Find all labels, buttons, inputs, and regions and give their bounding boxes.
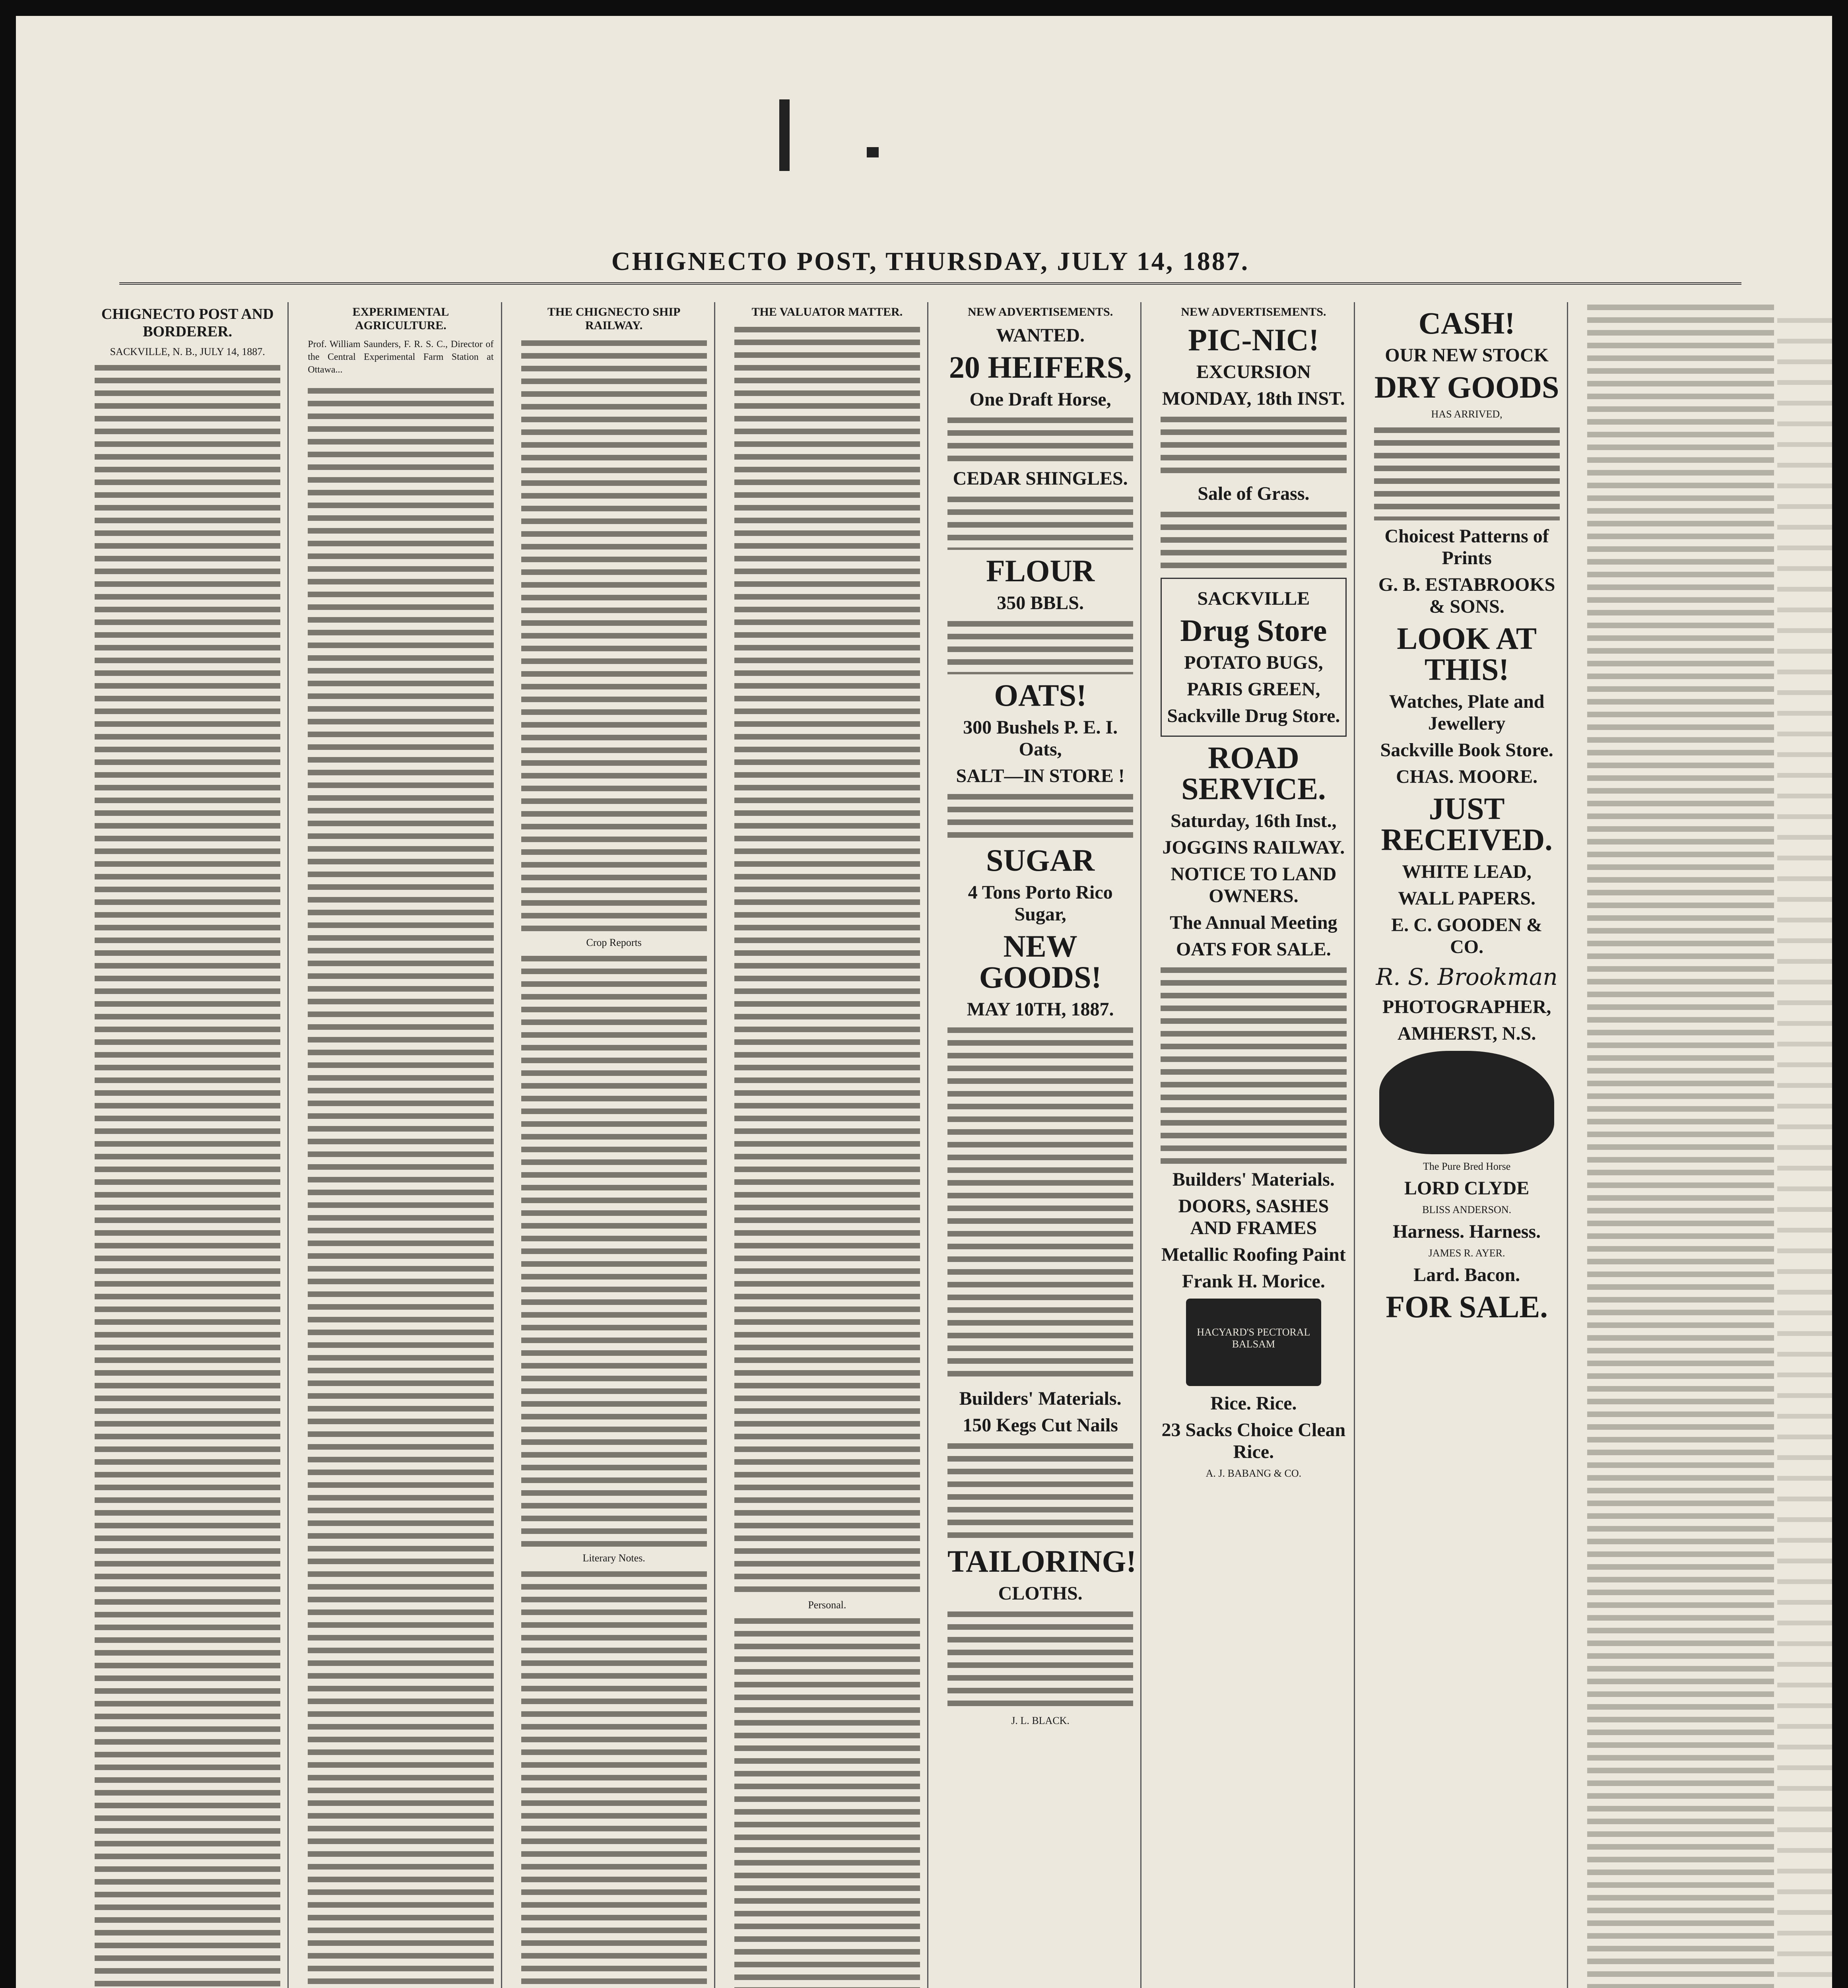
column-heading: EXPERIMENTAL AGRICULTURE. <box>352 305 449 332</box>
ad-heading: WANTED. <box>996 325 1085 346</box>
registration-mark <box>779 99 790 171</box>
newspaper-page <box>16 16 1832 1988</box>
ad-heading: AMHERST, N.S. <box>1397 1023 1536 1044</box>
balsam-illustration <box>1186 1299 1321 1386</box>
ad-text <box>947 1025 1133 1383</box>
column-heading: NEW ADVERTISEMENTS. <box>968 305 1113 318</box>
ad-heading: Frank H. Morice. <box>1182 1271 1325 1292</box>
ad-heading: CLOTHS. <box>998 1583 1083 1604</box>
ad-text <box>947 1609 1133 1712</box>
ad-heading: NOTICE TO LAND OWNERS. <box>1171 864 1337 907</box>
ad-heading: WHITE LEAD, <box>1402 861 1532 882</box>
column-2 <box>301 302 502 1988</box>
column-1 <box>87 302 289 1988</box>
article-text <box>521 338 707 934</box>
advertiser-signature: J. L. BLACK. <box>1011 1715 1070 1726</box>
ad-heading: 4 Tons Porto Rico Sugar, <box>968 882 1113 925</box>
ad-heading: Drug Store <box>1180 613 1327 648</box>
column-7 <box>1367 302 1568 1988</box>
ad-heading: 23 Sacks Choice Clean Rice. <box>1161 1419 1346 1462</box>
ad-text <box>1161 509 1346 573</box>
section-heading: Crop Reports <box>586 937 642 948</box>
ad-heading: HACYARD'S PECTORAL BALSAM <box>1197 1326 1310 1350</box>
ad-text <box>947 494 1133 550</box>
ad-heading: Saturday, 16th Inst., <box>1171 810 1337 831</box>
ad-heading: 350 BBLS. <box>997 592 1084 613</box>
ad-heading: G. B. ESTABROOKS & SONS. <box>1378 574 1555 617</box>
page-title: CHIGNECTO POST, THURSDAY, JULY 14, 1887. <box>611 247 1250 276</box>
ad-heading: Builders' Materials. <box>1172 1169 1335 1190</box>
column-heading: NEW ADVERTISEMENTS. <box>1181 305 1326 318</box>
ad-heading: DOORS, SASHES AND FRAMES <box>1178 1196 1329 1239</box>
ad-heading: Choicest Patterns of Prints <box>1384 526 1549 569</box>
ad-heading: Harness. Harness. <box>1393 1221 1541 1242</box>
column-5 <box>940 302 1141 1988</box>
horse-illustration <box>1379 1051 1554 1154</box>
column-heading: THE CHIGNECTO SHIP RAILWAY. <box>547 305 681 332</box>
ad-heading: MONDAY, 18th INST. <box>1162 388 1345 409</box>
article-text <box>521 1569 707 1988</box>
ad-heading: 150 Kegs Cut Nails <box>963 1415 1118 1436</box>
ad-heading: FOR SALE. <box>1386 1289 1548 1324</box>
ad-heading: E. C. GOODEN & CO. <box>1391 914 1543 957</box>
advertiser-signature: JAMES R. AYER. <box>1428 1247 1505 1259</box>
advertiser-signature: BLISS ANDERSON. <box>1422 1204 1512 1215</box>
ad-heading: FLOUR <box>986 553 1095 588</box>
article-text <box>734 324 920 1597</box>
ad-heading: SALT—IN STORE ! <box>956 765 1125 786</box>
article-intro: Prof. William Saunders, F. R. S. C., Director of the Central Experimental Farm Station at Ottawa... <box>308 339 494 375</box>
ad-heading: NEW GOODS! <box>979 929 1102 994</box>
ad-heading: PHOTOGRAPHER, <box>1382 996 1551 1017</box>
column-3 <box>514 302 715 1988</box>
article-text <box>521 953 707 1550</box>
ad-heading: The Annual Meeting <box>1170 912 1337 933</box>
article-text <box>308 386 493 1988</box>
ad-subheading: The Pure Bred Horse <box>1423 1161 1511 1172</box>
cutoff-text <box>1587 302 1774 1988</box>
ad-text <box>947 792 1133 839</box>
ad-heading: Builders' Materials. <box>959 1388 1122 1409</box>
ad-heading: Sackville Book Store. <box>1380 740 1553 761</box>
ad-heading: OATS FOR SALE. <box>1176 939 1331 960</box>
ad-heading: POTATO BUGS, <box>1184 652 1323 673</box>
column-8-cutoff <box>1580 302 1781 1988</box>
ad-text <box>947 1441 1133 1540</box>
ad-heading: 300 Bushels P. E. I. Oats, <box>963 717 1118 760</box>
column-heading: THE VALUATOR MATTER. <box>751 305 903 318</box>
ad-heading: WALL PAPERS. <box>1398 888 1536 909</box>
masthead <box>119 239 1741 285</box>
ad-heading: Sale of Grass. <box>1198 483 1310 504</box>
ad-heading: SUGAR <box>986 843 1095 878</box>
ad-heading: Lard. Bacon. <box>1413 1264 1520 1285</box>
drug-store-ad <box>1161 578 1346 737</box>
ad-heading: LOOK AT THIS! <box>1397 621 1537 687</box>
ad-heading: OUR NEW STOCK <box>1385 345 1549 366</box>
ad-heading: PIC-NIC! <box>1188 322 1319 357</box>
dateline: SACKVILLE, N. B., JULY 14, 1887. <box>110 346 265 357</box>
ad-heading: MAY 10TH, 1887. <box>967 999 1114 1020</box>
ad-heading: CASH! <box>1418 306 1515 340</box>
ad-heading: LORD CLYDE <box>1404 1178 1530 1199</box>
ad-heading: TAILORING! <box>947 1544 1137 1578</box>
photographer-signature: R. S. Brookman <box>1376 963 1558 990</box>
ad-text <box>1161 414 1346 478</box>
ad-heading: CEDAR SHINGLES. <box>953 468 1128 489</box>
column-6 <box>1153 302 1355 1988</box>
ad-heading: 20 HEIFERS, <box>949 350 1132 384</box>
ad-heading: One Draft Horse, <box>969 389 1111 410</box>
column-4 <box>727 302 928 1988</box>
ad-heading: SACKVILLE <box>1197 588 1310 609</box>
column-heading: CHIGNECTO POST AND BORDERER. <box>101 306 274 340</box>
section-heading: Literary Notes. <box>582 1552 645 1564</box>
ad-heading: JOGGINS RAILWAY. <box>1162 837 1345 858</box>
ad-heading: Rice. Rice. <box>1210 1393 1297 1414</box>
article-text <box>734 1616 920 1988</box>
ad-heading: OATS! <box>994 678 1087 712</box>
ad-subheading: HAS ARRIVED, <box>1431 408 1502 420</box>
ad-heading: EXCURSION <box>1196 361 1311 382</box>
ad-heading: Sackville Drug Store. <box>1167 705 1340 726</box>
ad-heading: CHAS. MOORE. <box>1396 766 1538 787</box>
ad-text <box>947 415 1133 463</box>
registration-mark <box>867 147 879 157</box>
ad-heading: JUST RECEIVED. <box>1381 791 1553 857</box>
ad-heading: ROAD SERVICE. <box>1181 740 1326 806</box>
ad-heading: DRY GOODS <box>1374 370 1559 404</box>
section-heading: Personal. <box>808 1599 846 1611</box>
article-text <box>95 363 280 1988</box>
ad-heading: Watches, Plate and Jewellery <box>1389 691 1545 734</box>
ad-text <box>947 619 1133 674</box>
ad-text <box>1374 425 1560 520</box>
ad-text <box>1161 965 1346 1164</box>
ad-heading: Metallic Roofing Paint <box>1161 1244 1346 1265</box>
columns <box>87 302 1781 1988</box>
page-edge <box>1777 302 1832 1988</box>
ad-heading: PARIS GREEN, <box>1187 679 1320 700</box>
advertiser-signature: A. J. BABANG & CO. <box>1205 1468 1302 1479</box>
